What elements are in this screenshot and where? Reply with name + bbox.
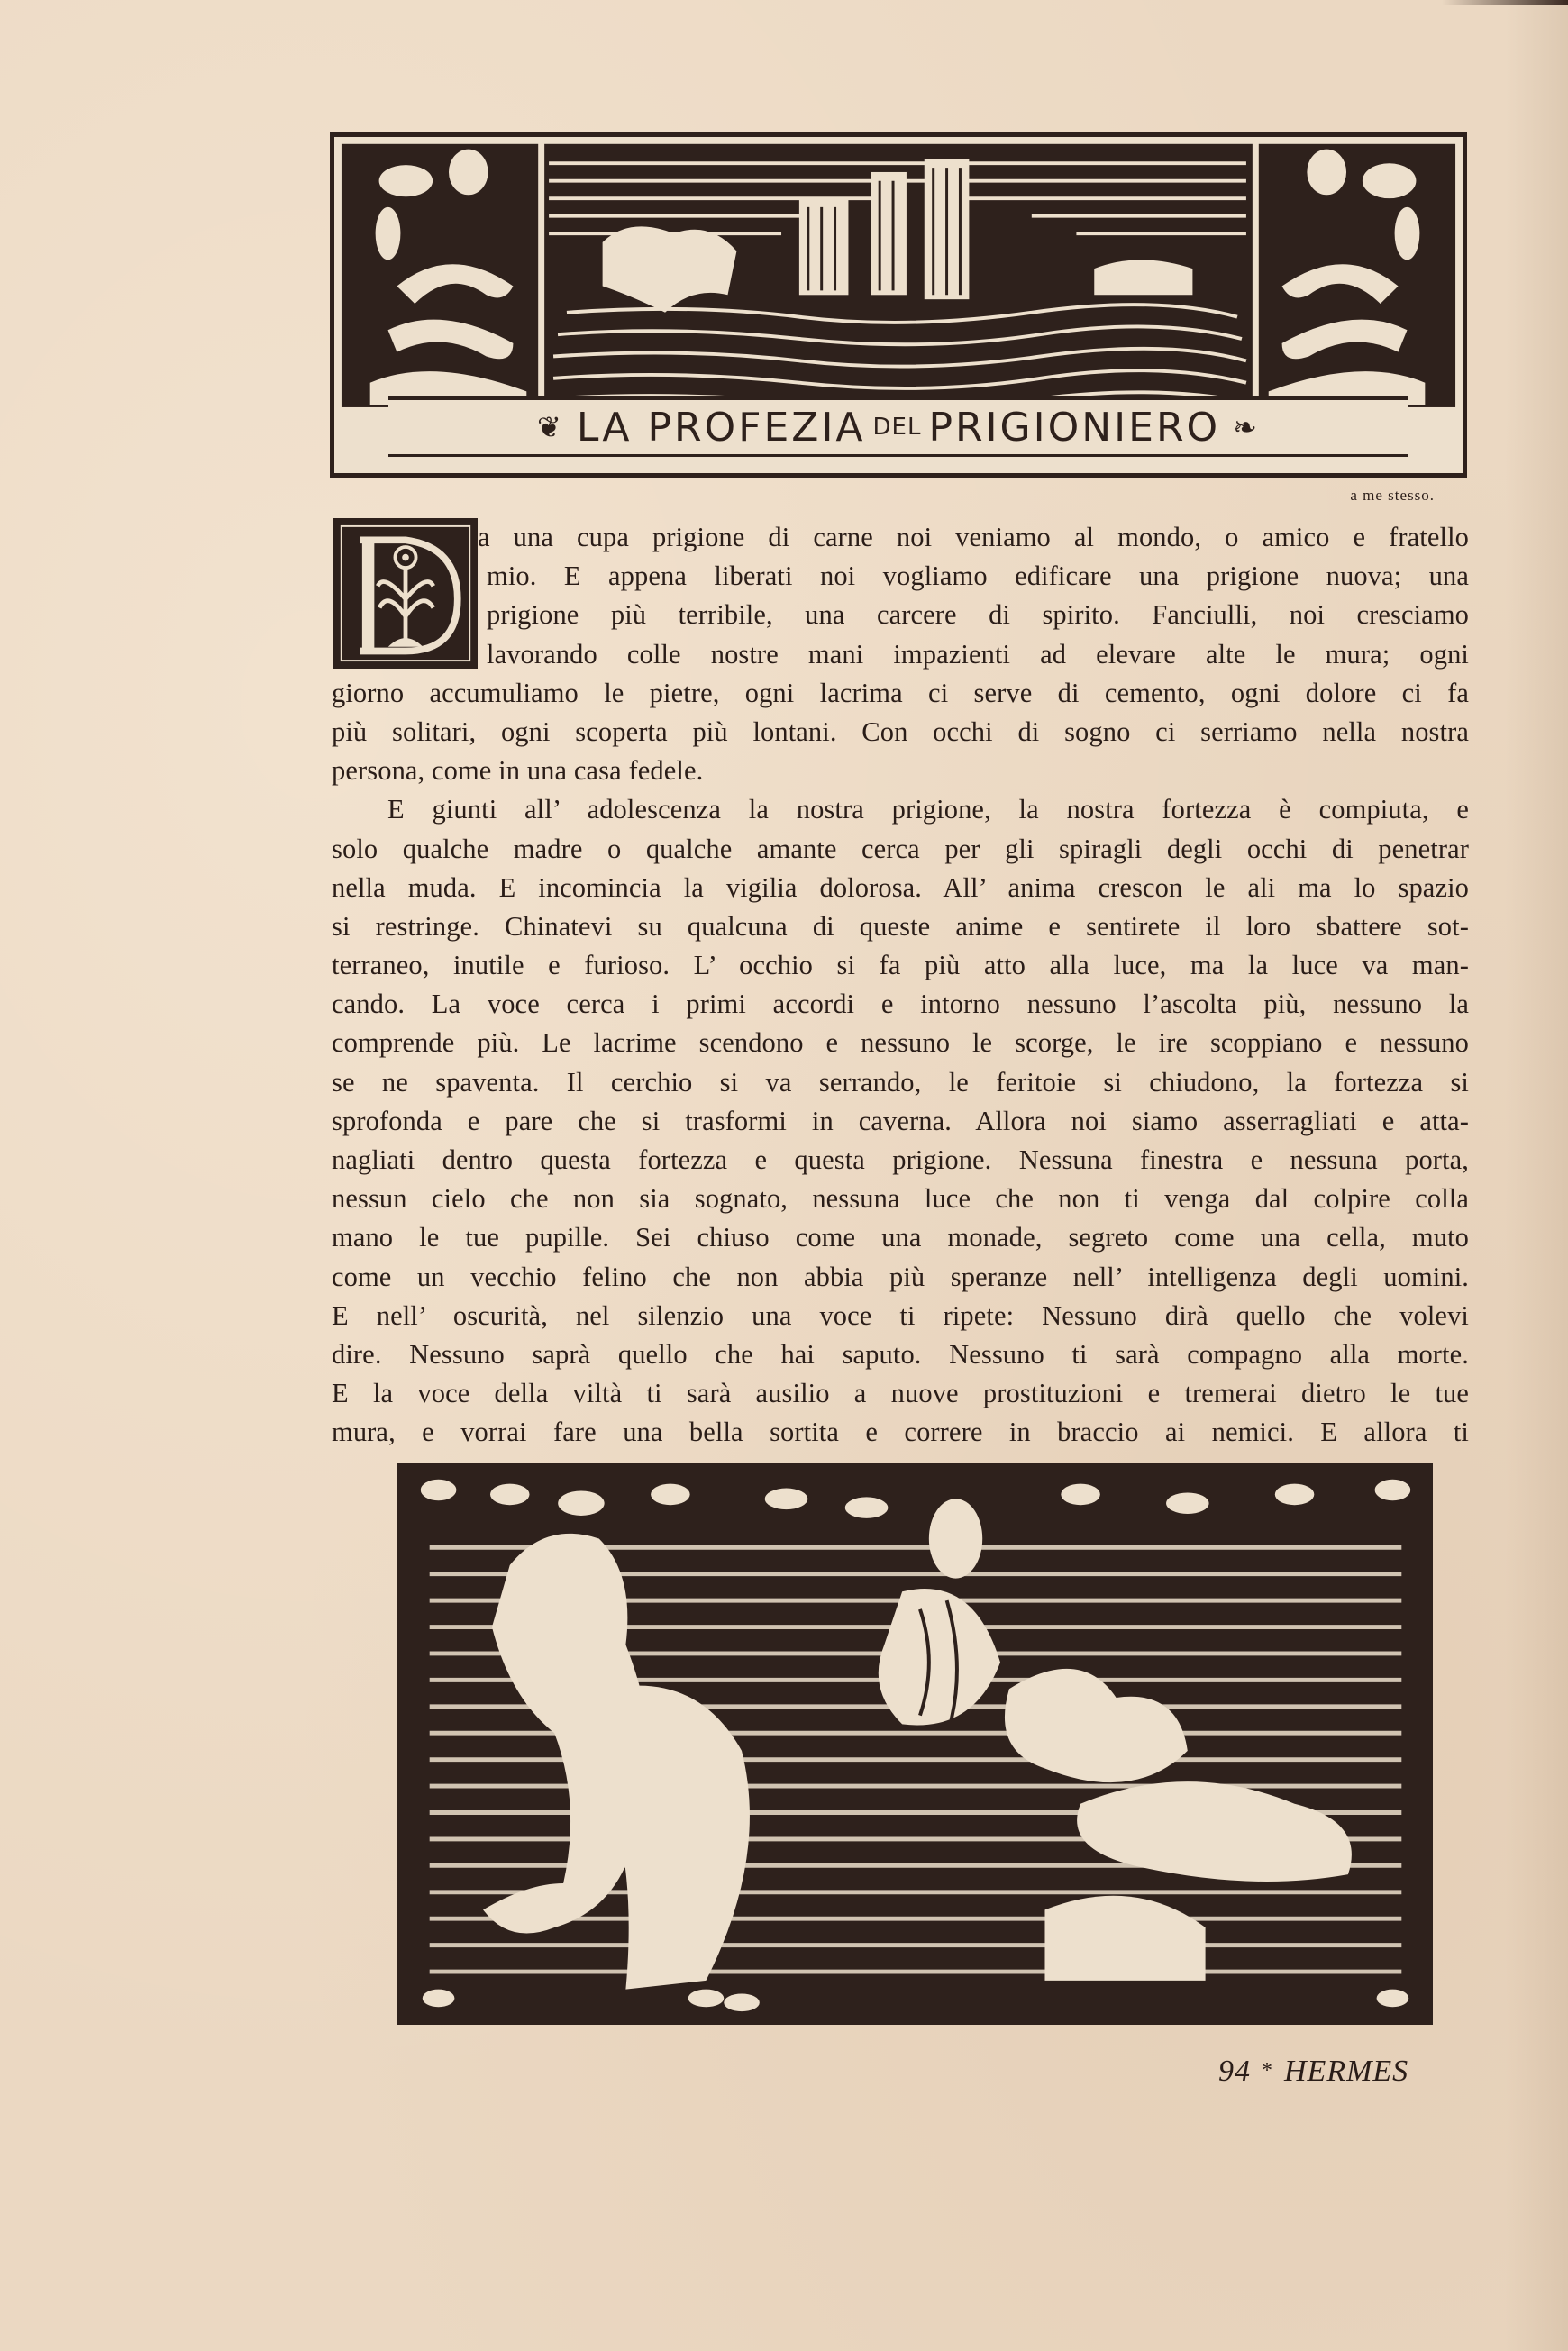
text-line: come un vecchio felino che non abbia più speranze nell’ intelligenza degli uomini. <box>332 1261 1469 1292</box>
text-line: a una cupa prigione di carne noi veniamo al mondo, o amico e fratello <box>478 522 1469 552</box>
woman-and-horse-woodcut-image <box>403 1468 1427 2019</box>
text-line: dire. Nessuno saprà quello che hai saputo. Nessuno ti sarà compagno alla morte. <box>332 1338 1469 1370</box>
text-line: mura, e vorrai fare una bella sortita e correre in braccio ai nemici. E allora ti <box>332 1417 1469 1448</box>
title-part-3: PRIGIONIERO <box>928 404 1221 451</box>
text-line: lavorando colle nostre mani impazienti ad elevare alte le mura; ogni <box>487 638 1469 670</box>
text-line: E nell’ oscurità, nel silenzio una voce ti ripete: Nessuno dirà quello che volevi <box>332 1299 1469 1331</box>
text-line: comprende più. Le lacrime scendono e nessuno le scorge, le ire scoppiano e nessuno <box>332 1027 1469 1059</box>
title-ornament-left-icon: ❦ <box>537 410 564 444</box>
text-line: mio. E appena liberati noi vogliamo edificare una prigione nuova; una <box>487 560 1469 592</box>
text-line: E la voce della viltà ti sarà ausilio a nuove prostituzioni e tremerai dietro le tue <box>332 1378 1469 1409</box>
text-line: prigione più terribile, una carcere di spirito. Fanciulli, noi cresciamo <box>487 599 1469 631</box>
text-line: persona, come in una casa fedele. <box>332 755 704 787</box>
publication-name: HERMES <box>1284 2055 1409 2088</box>
paragraph-1 <box>332 518 1469 790</box>
article-title-banner <box>388 396 1408 457</box>
page-footer <box>1218 2055 1453 2089</box>
dedication: a me stesso. <box>1350 487 1435 504</box>
text-line: nagliati dentro questa fortezza e questa prigione. Nessuna finestra e nessuna porta, <box>332 1144 1469 1175</box>
text-line: nessun cielo che non sia sognato, nessuna luce che non ti venga dal colpire colla <box>332 1183 1469 1215</box>
text-line: mano le tue pupille. Sei chiuso come una monade, segreto come una cella, muto <box>332 1222 1469 1253</box>
text-line: giorno accumuliamo le pietre, ogni lacrima ci serve di cemento, ogni dolore ci fa <box>332 677 1469 708</box>
title-part-1: LA PROFEZIA <box>576 404 866 451</box>
text-line: cando. La voce cerca i primi accordi e intorno nessuno l’ascolta più, nessuno la <box>332 989 1469 1020</box>
title-part-2: DEL <box>872 414 922 441</box>
text-line: se ne spaventa. Il cerchio si va serrando, le feritoie si chiudono, la fortezza si <box>332 1066 1469 1098</box>
article-body <box>332 518 1469 1453</box>
text-line: si restringe. Chinatevi su qualcuna di queste anime e sentirete il loro sbattere sot- <box>332 910 1469 942</box>
text-line: più solitari, ogni scoperta più lontani. Con occhi di sogno ci serriamo nella nostra <box>332 715 1469 747</box>
text-line: E giunti all’ adolescenza la nostra prigione, la nostra fortezza è compiuta, e <box>387 794 1469 825</box>
star-separator-icon: * <box>1262 2059 1273 2082</box>
title-ornament-right-icon: ❧ <box>1233 410 1260 444</box>
text-line: terraneo, inutile e furioso. L’ occhio si fa più atto alla luce, ma la luce va man- <box>332 950 1469 981</box>
page-number: 94 <box>1218 2055 1251 2088</box>
page-edge-shadow <box>1442 0 1568 5</box>
header-woodcut-illustration <box>330 132 1467 478</box>
paragraph-2 <box>332 790 1469 1452</box>
text-line: nella muda. E incomincia la vigilia dolorosa. All’ anima crescon le ali ma lo spazio <box>332 871 1469 903</box>
text-line: sprofonda e pare che si trasformi in caverna. Allora noi siamo asserragliati e atta- <box>332 1105 1469 1136</box>
lower-woodcut-illustration <box>397 1463 1433 2025</box>
text-line: solo qualche madre o qualche amante cerca per gli spiragli degli occhi di penetrar <box>332 833 1469 864</box>
